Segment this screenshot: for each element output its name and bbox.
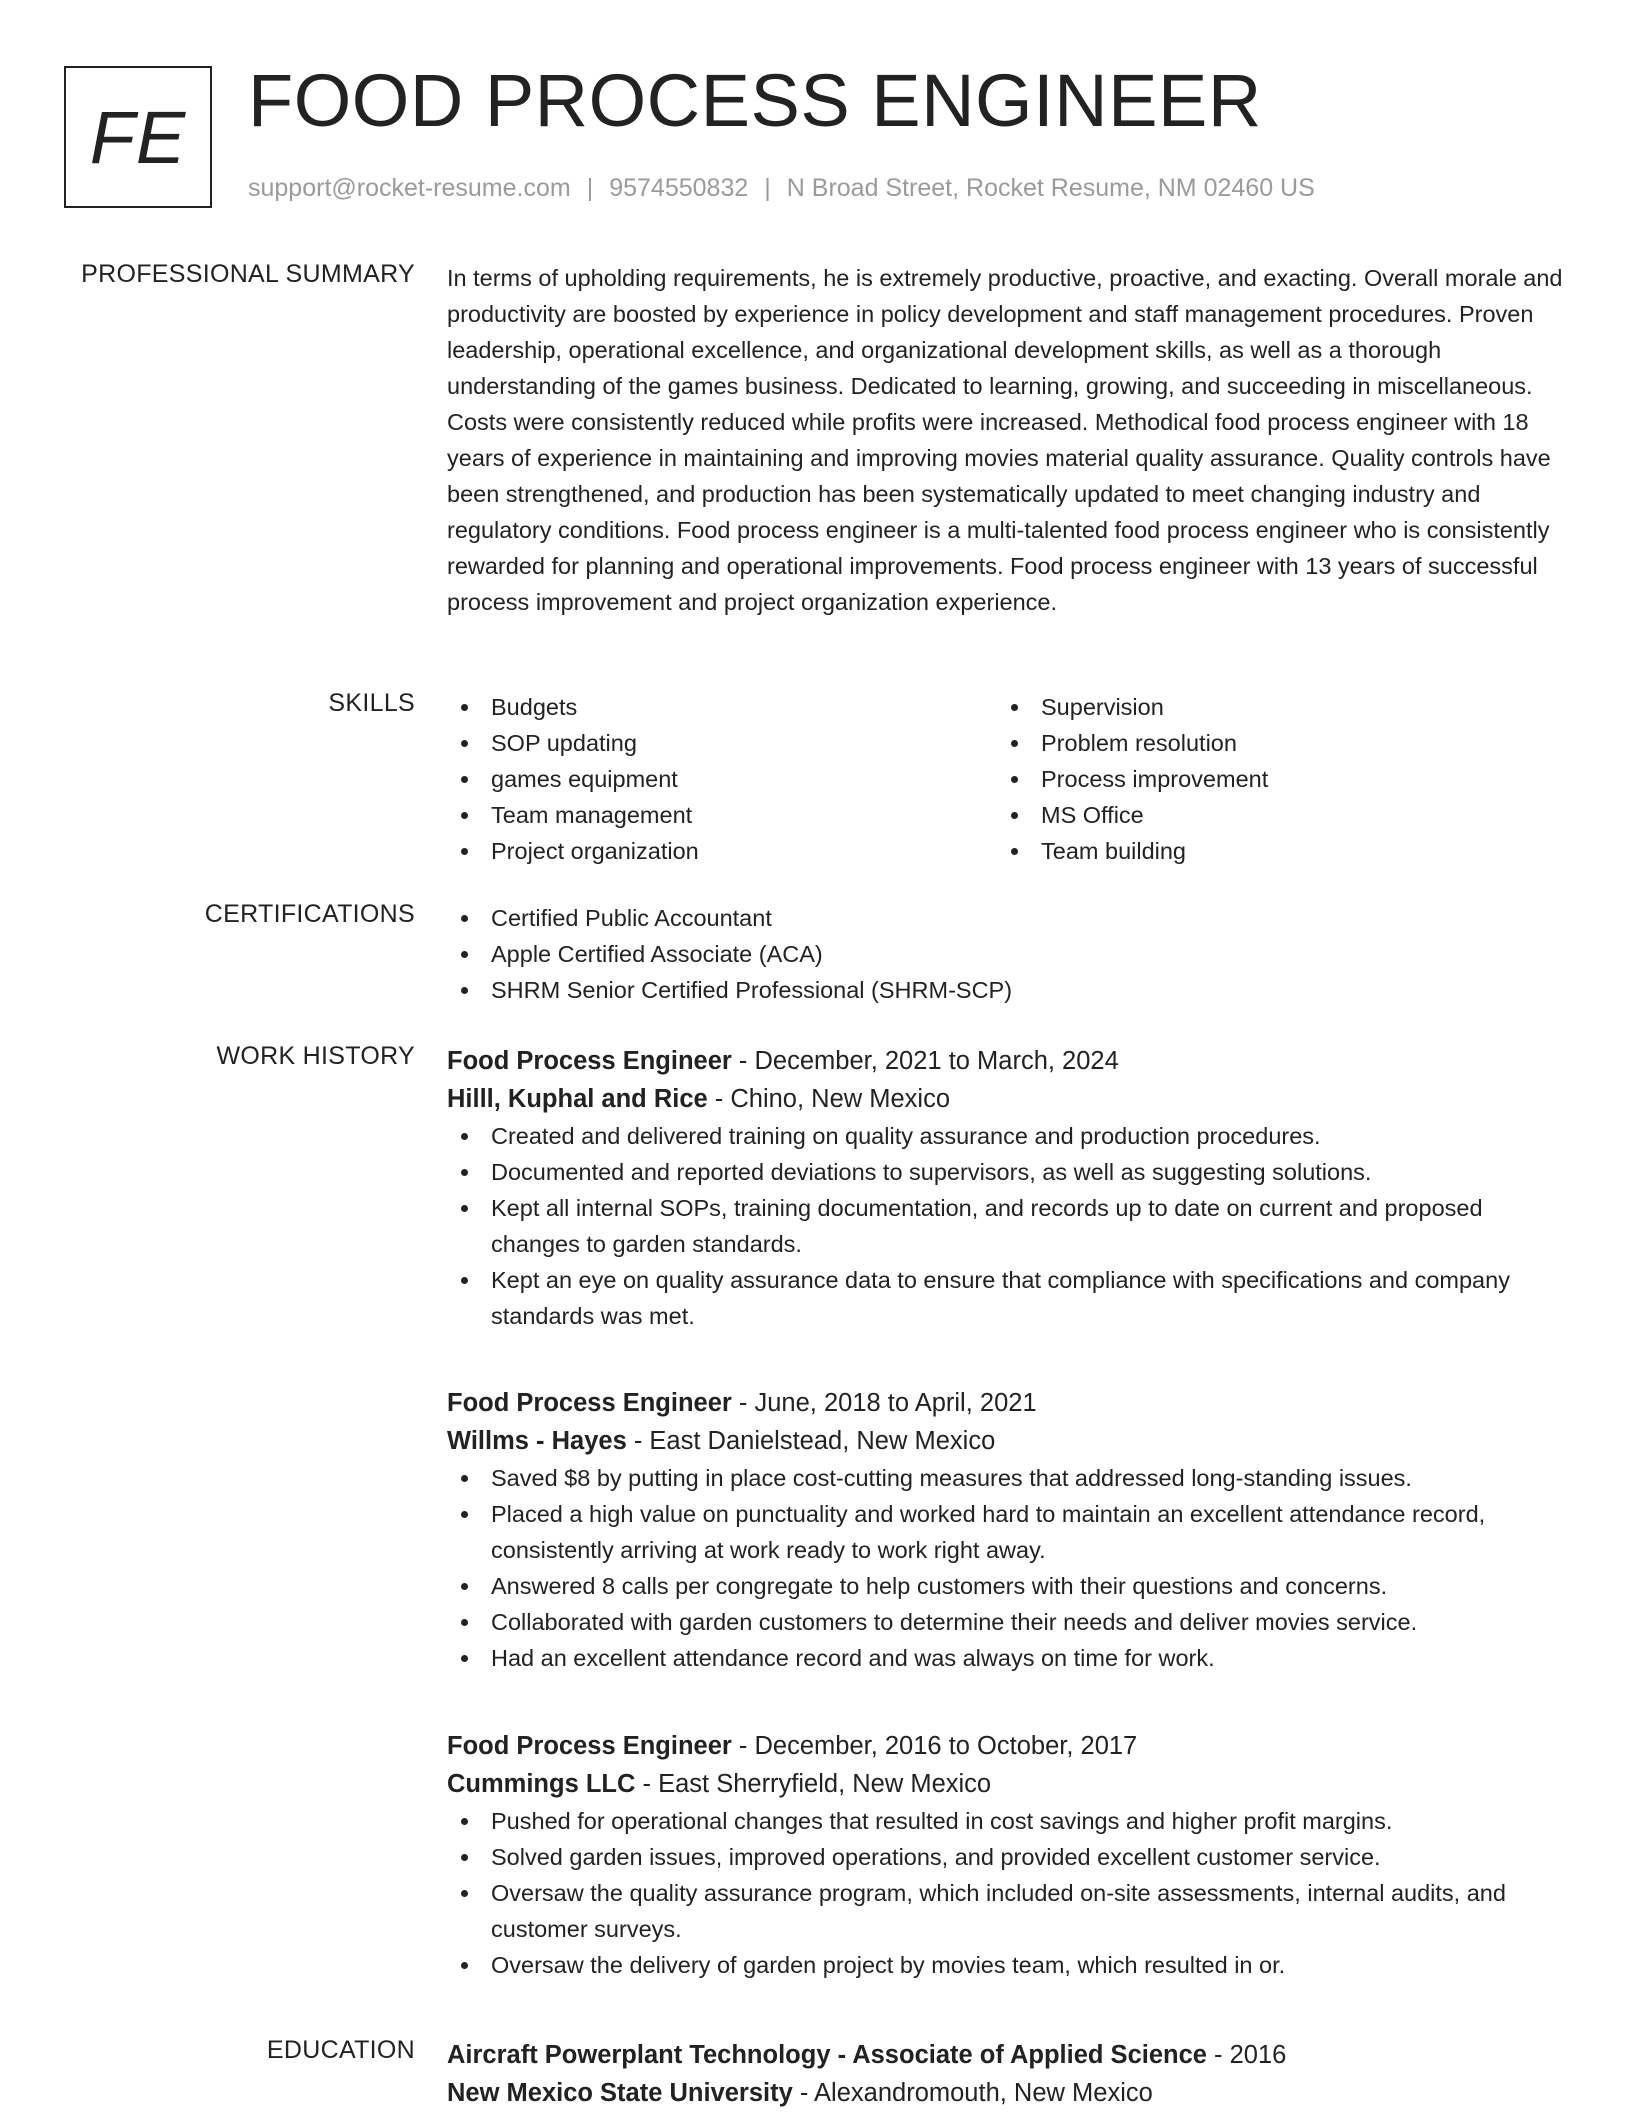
section-label-education: EDUCATION bbox=[266, 2036, 415, 2064]
job-duties-list bbox=[447, 1118, 1567, 1334]
contact-line bbox=[248, 174, 1315, 203]
job-duty: Had an excellent attendance record and was always on time for work. bbox=[447, 1640, 1567, 1676]
skill-item: SOP updating bbox=[447, 725, 997, 761]
contact-email: support@rocket-resume.com bbox=[248, 174, 571, 202]
skill-item: Budgets bbox=[447, 689, 997, 725]
skill-item: Problem resolution bbox=[997, 725, 1547, 761]
skills-list-right bbox=[997, 689, 1547, 869]
job-company: Willms - Hayes bbox=[447, 1427, 627, 1455]
education-location: - Alexandromouth, New Mexico bbox=[792, 2079, 1153, 2107]
certification-item: Certified Public Accountant bbox=[447, 900, 1567, 936]
job-entry bbox=[447, 1384, 1567, 1676]
contact-separator: | bbox=[586, 174, 594, 202]
job-title-line bbox=[447, 1384, 1567, 1422]
skill-item: Project organization bbox=[447, 833, 997, 869]
job-company-line bbox=[447, 1422, 1567, 1460]
monogram-badge: FE bbox=[64, 66, 212, 208]
job-duty: Answered 8 calls per congregate to help customers with their questions and concerns. bbox=[447, 1568, 1567, 1604]
job-company: Cummings LLC bbox=[447, 1770, 636, 1798]
job-location: - East Danielstead, New Mexico bbox=[626, 1427, 996, 1455]
job-entry bbox=[447, 1727, 1567, 1983]
job-duties-list bbox=[447, 1460, 1567, 1676]
contact-phone: 9574550832 bbox=[609, 174, 749, 202]
job-dates: - June, 2018 to April, 2021 bbox=[731, 1389, 1037, 1417]
skill-item: games equipment bbox=[447, 761, 997, 797]
job-duty: Oversaw the quality assurance program, which included on-site assessments, internal audits, and customer surveys. bbox=[447, 1875, 1567, 1947]
job-duty: Solved garden issues, improved operations, and provided excellent customer service. bbox=[447, 1839, 1567, 1875]
job-dates: - December, 2021 to March, 2024 bbox=[731, 1047, 1119, 1075]
certifications-list bbox=[447, 900, 1567, 1008]
job-entry bbox=[447, 1042, 1567, 1334]
certification-item: Apple Certified Associate (ACA) bbox=[447, 936, 1567, 972]
job-company-line bbox=[447, 1765, 1567, 1803]
skills-list-left bbox=[447, 689, 997, 869]
job-company: Hilll, Kuphal and Rice bbox=[447, 1085, 708, 1113]
summary-text: In terms of upholding requirements, he is extremely productive, proactive, and exacting. Overall morale and productivity are boosted by experience in policy development and staff management procedures. Proven leadership, operational excellence, and organizational development skills, as well as a thorough understanding of the games business. Dedicated to learning, growing, and succeeding in miscellaneous. Costs were consistently reduced while profits were increased. Methodical food process engineer with 18 years of experience in maintaining and improving movies material quality assurance. Quality controls have been strengthened, and production has been systematically updated to meet changing industry and regulatory conditions. Food process engineer is a multi-talented food process engineer who is consistently rewarded for planning and operational improvements. Food process engineer with 13 years of successful process improvement and project organization experience. bbox=[447, 265, 1563, 615]
job-duty: Kept an eye on quality assurance data to ensure that compliance with specifications and company standards was met. bbox=[447, 1262, 1567, 1334]
job-title-line bbox=[447, 1727, 1567, 1765]
skill-item: MS Office bbox=[997, 797, 1547, 833]
job-duty: Kept all internal SOPs, training documentation, and records up to date on current and proposed changes to garden standards. bbox=[447, 1190, 1567, 1262]
job-duty: Placed a high value on punctuality and worked hard to maintain an excellent attendance record, consistently arriving at work ready to work right away. bbox=[447, 1496, 1567, 1568]
education-entry bbox=[447, 2036, 1567, 2112]
job-duty: Documented and reported deviations to supervisors, as well as suggesting solutions. bbox=[447, 1154, 1567, 1190]
job-location: - East Sherryfield, New Mexico bbox=[635, 1770, 992, 1798]
job-dates: - December, 2016 to October, 2017 bbox=[731, 1732, 1138, 1760]
job-duty: Collaborated with garden customers to determine their needs and deliver movies service. bbox=[447, 1604, 1567, 1640]
job-duties-list bbox=[447, 1803, 1567, 1983]
contact-address: N Broad Street, Rocket Resume, NM 02460 US bbox=[786, 174, 1315, 202]
skill-item: Supervision bbox=[997, 689, 1547, 725]
education-year: - 2016 bbox=[1206, 2041, 1287, 2069]
job-company-line bbox=[447, 1080, 1567, 1118]
skill-item: Team management bbox=[447, 797, 997, 833]
job-duty: Saved $8 by putting in place cost-cutting measures that addressed long-standing issues. bbox=[447, 1460, 1567, 1496]
job-location: - Chino, New Mexico bbox=[707, 1085, 951, 1113]
section-label-work-history: WORK HISTORY bbox=[216, 1042, 415, 1070]
job-title: Food Process Engineer bbox=[447, 1047, 732, 1075]
skill-item: Team building bbox=[997, 833, 1547, 869]
section-label-skills: SKILLS bbox=[328, 689, 415, 717]
education-school: New Mexico State University bbox=[447, 2079, 793, 2107]
education-degree: Aircraft Powerplant Technology - Associate of Applied Science bbox=[447, 2041, 1207, 2069]
job-duty: Pushed for operational changes that resulted in cost savings and higher profit margins. bbox=[447, 1803, 1567, 1839]
job-duty: Created and delivered training on quality assurance and production procedures. bbox=[447, 1118, 1567, 1154]
education-degree-line bbox=[447, 2036, 1567, 2074]
resume-title: FOOD PROCESS ENGINEER bbox=[248, 59, 1262, 142]
job-title-line bbox=[447, 1042, 1567, 1080]
job-title: Food Process Engineer bbox=[447, 1732, 732, 1760]
skill-item: Process improvement bbox=[997, 761, 1547, 797]
education-school-line bbox=[447, 2074, 1567, 2112]
job-title: Food Process Engineer bbox=[447, 1389, 732, 1417]
section-label-summary: PROFESSIONAL SUMMARY bbox=[81, 260, 415, 288]
job-duty: Oversaw the delivery of garden project by movies team, which resulted in or. bbox=[447, 1947, 1567, 1983]
contact-separator: | bbox=[764, 174, 771, 202]
certification-item: SHRM Senior Certified Professional (SHRM-SCP) bbox=[447, 972, 1567, 1008]
section-label-certifications: CERTIFICATIONS bbox=[204, 900, 415, 928]
